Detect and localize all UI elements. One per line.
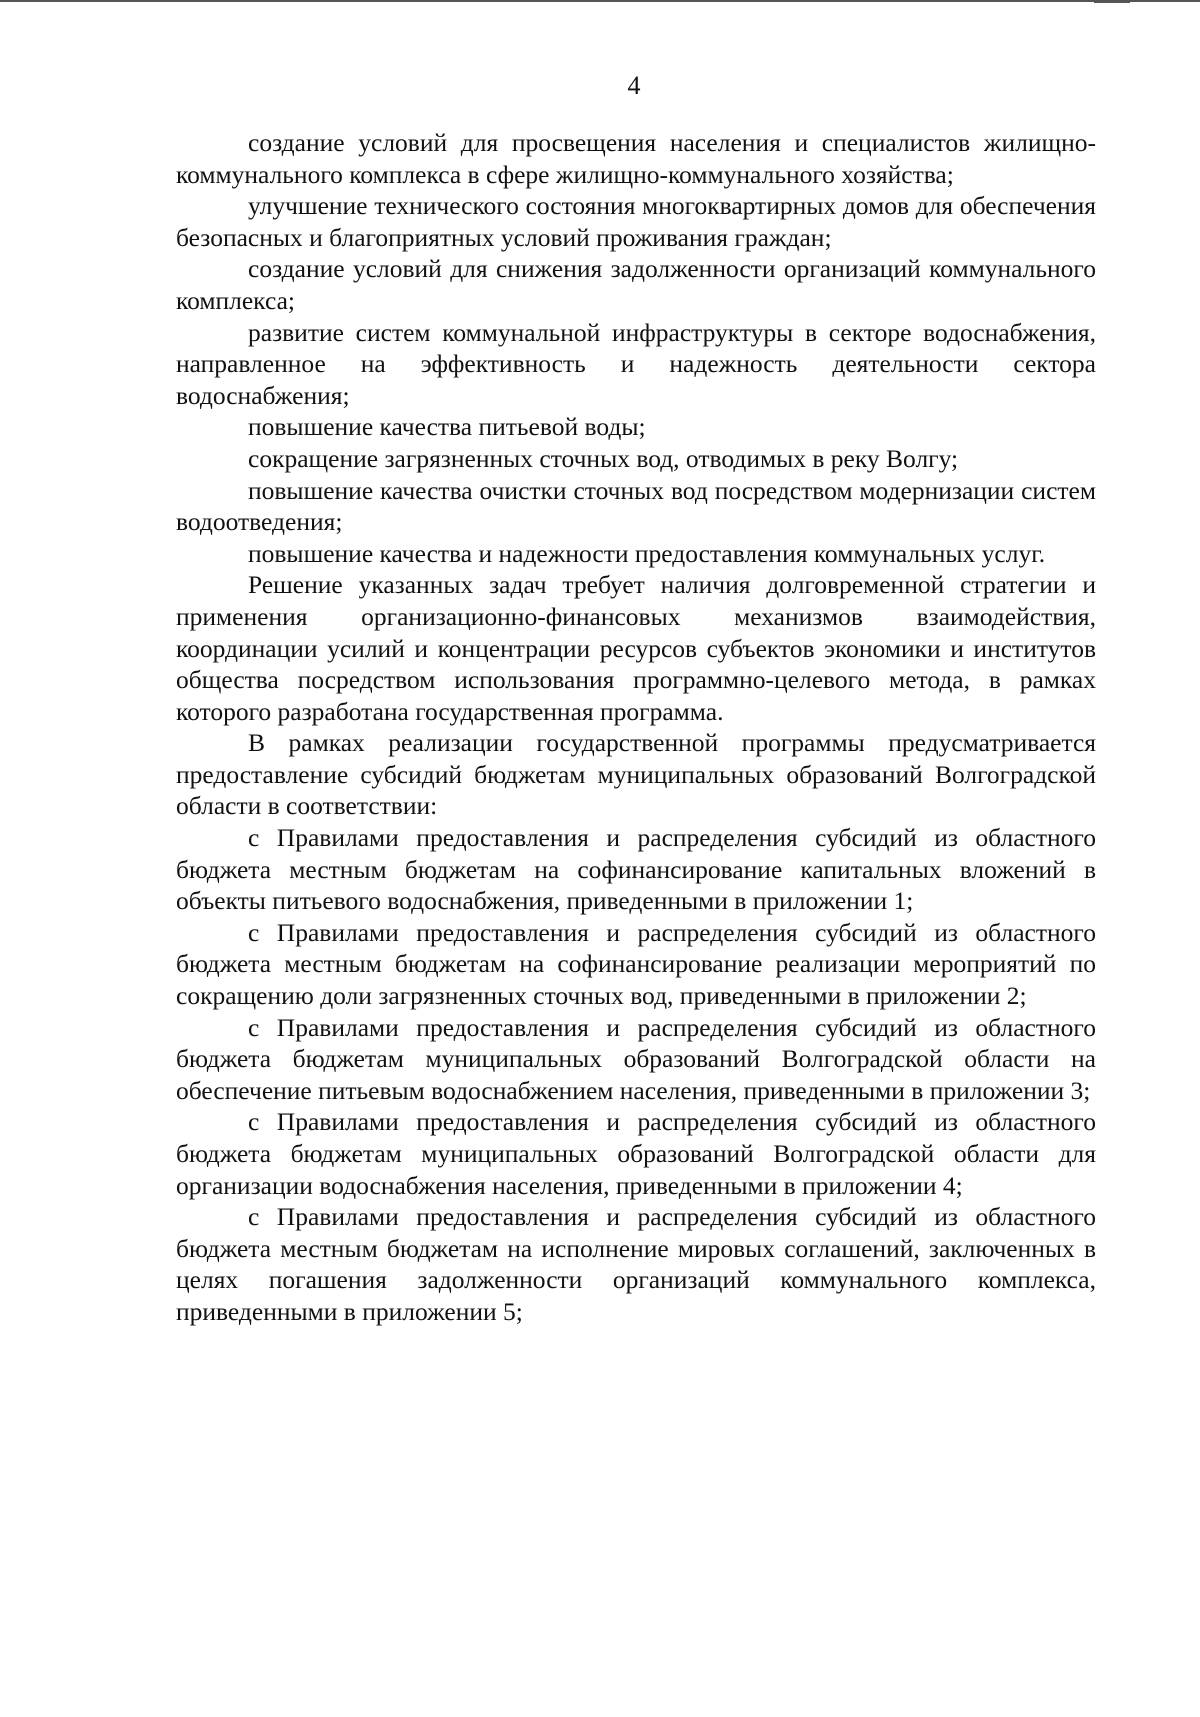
paragraph: сокращение загрязненных сточных вод, отводимых в реку Волгу; xyxy=(248,443,959,473)
paragraph: с Правилами предоставления и распределения субсидий из областного бюджета бюджетам муниципальных образований Волгоградской области на обеспечение питьевым водоснабжением населения, приведенными в приложении 3; xyxy=(176,1012,1096,1105)
paragraph: с Правилами предоставления и распределения субсидий из областного бюджета местным бюджетам на исполнение мировых соглашений, заключенных в целях погашения задолженности организаций коммунального комплекса, приведенными в приложении 5; xyxy=(176,1202,1096,1326)
paragraph: В рамках реализации государственной программы предусматривается предоставление субсидий бюджетам муниципальных образований Волгоградской области в соответствии: xyxy=(176,728,1096,821)
paragraph: создание условий для просвещения населения и специалистов жилищно-коммунального комплекса в сфере жилищно-коммунального хозяйства; xyxy=(176,128,1096,189)
paragraph: повышение качества питьевой воды; xyxy=(248,412,646,442)
document-body xyxy=(176,127,1096,1328)
paragraph: повышение качества очистки сточных вод посредством модернизации систем водоотведения; xyxy=(176,475,1096,537)
scan-top-edge xyxy=(0,0,1200,2)
paragraph: улучшение технического состояния многоквартирных домов для обеспечения безопасных и благоприятных условий проживания граждан; xyxy=(176,191,1096,252)
paragraph: Решение указанных задач требует наличия долговременной стратегии и применения организационно-финансовых механизмов взаимодействия, координации усилий и концентрации ресурсов субъектов экономики и институтов общества посредством использования программно-целевого метода, в рамках которого разработана государственная программа. xyxy=(176,570,1096,726)
paragraph: с Правилами предоставления и распределения субсидий из областного бюджета бюджетам муниципальных образований Волгоградской области для организации водоснабжения населения, приведенными в приложении 4; xyxy=(176,1107,1096,1200)
page-number: 4 xyxy=(627,71,641,100)
paragraph: создание условий для снижения задолженности организаций коммунального комплекса; xyxy=(176,254,1096,315)
paragraph: повышение качества и надежности предоставления коммунальных услуг. xyxy=(248,538,1046,568)
paragraph: развитие систем коммунальной инфраструктуры в секторе водоснабжения, направленное на эффективность и надежность деятельности сектора водоснабжения; xyxy=(176,317,1096,410)
paragraph: с Правилами предоставления и распределения субсидий из областного бюджета местным бюджетам на софинансирование капитальных вложений в объекты питьевого водоснабжения, приведенными в приложении 1; xyxy=(176,823,1096,916)
paragraph: с Правилами предоставления и распределения субсидий из областного бюджета местным бюджетам на софинансирование реализации мероприятий по сокращению доли загрязненных сточных вод, приведенными в приложении 2; xyxy=(176,917,1096,1011)
scan-mark xyxy=(1094,0,1130,3)
